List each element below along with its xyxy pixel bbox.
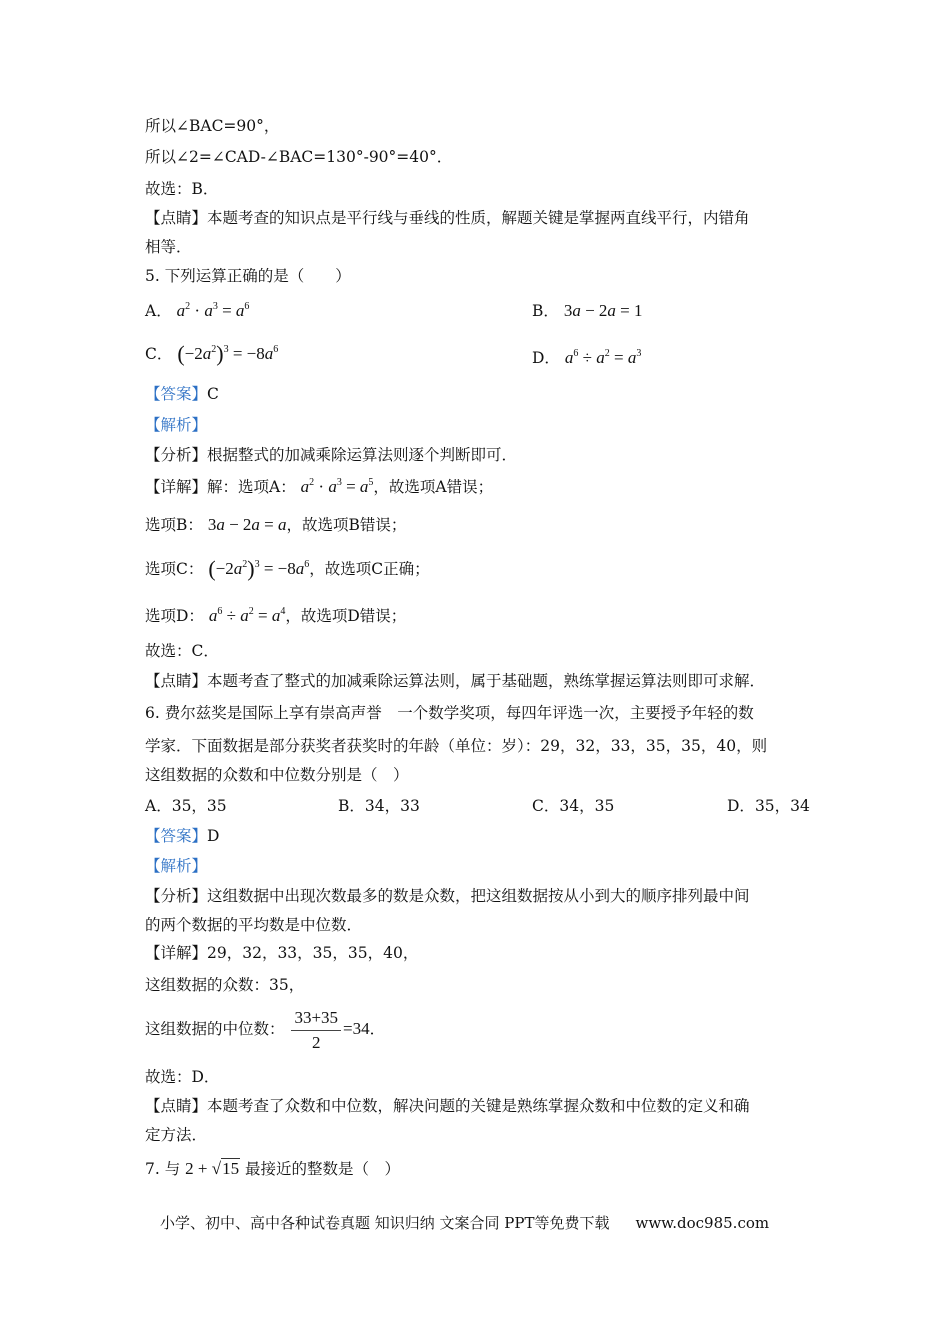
median-line [145,1004,385,1055]
option-value: 35，34 [754,797,810,815]
footer-url[interactable]: www.doc985.com [635,1214,770,1232]
text-line: 【点睛】本题考查了众数和中位数，解决问题的关键是熟练掌握众数和中位数的定义和确 [145,1097,750,1115]
page-footer [160,1212,769,1233]
option-label: C． [532,797,560,815]
detail-formula: $a^6 \div a^2 = a^4$ [208,606,286,625]
detail-suffix: ，故选项C正确； [309,560,430,578]
stem-suffix: 最接近的整数是（ ） [245,1160,401,1178]
option-label: D． [532,349,560,367]
question-stem: 学家．下面数据是部分获奖者获奖时的年龄（单位：岁）：29，32，33，35，35，40，则 [145,737,768,755]
detail-formula: 3a − 2a = a [207,515,287,534]
text-line: 相等． [145,238,192,256]
detail-suffix: ，故选项D错误； [285,607,407,625]
option-b [338,795,420,817]
text-line: 【点睛】本题考查了整式的加减乘除运算法则，属于基础题，熟练掌握运算法则即可求解． [145,672,766,690]
text-line: 故选：B． [145,180,219,198]
option-d [532,347,641,369]
stem-prefix: 7. 与 [145,1160,181,1178]
option-a [145,300,249,322]
detail-suffix: ，故选项B错误； [286,516,407,534]
footer-text: 小学、初中、高中各种试卷真题 知识归纳 文案合同 PPT等免费下载 [160,1214,610,1232]
answer-tag: 【答案】 [145,827,208,845]
question-stem: 5. 下列运算正确的是（ ） [145,267,351,285]
answer-tag: 【答案】 [145,385,208,403]
question-stem: 这组数据的众数和中位数分别是（ ） [145,766,409,784]
text-line: 【点睛】本题考查的知识点是平行线与垂线的性质，解题关键是掌握两直线平行，内错角 [145,209,750,227]
median-fraction [291,1006,341,1055]
option-value: 34，35 [559,797,615,815]
text-line: 定方法． [145,1126,208,1144]
option-formula: $a^2 \cdot a^3 = a^6$ [176,301,250,320]
text-line: 的两个数据的平均数是中位数． [145,916,363,934]
question-stem: 6. 费尔兹奖是国际上享有崇高声誉 一个数学奖项，每四年评选一次，主要授予年轻的数 [145,704,754,722]
detail-formula: $a^2 \cdot a^3 = a^5$ [300,477,374,496]
option-b [532,300,643,322]
text-line: 这组数据的众数：35， [145,976,305,994]
option-label: A． [145,302,172,320]
text-line: 【分析】这组数据中出现次数最多的数是众数，把这组数据按从小到大的顺序排列最中间 [145,887,750,905]
fraction-numerator: 33+35 [291,1006,341,1031]
answer-value: C [207,385,219,403]
detail-b [145,514,406,536]
analysis-tag: 【解析】 [145,857,208,875]
option-label: B． [532,302,559,320]
detail-suffix: ，故选项A错误； [373,478,494,496]
detail-prefix: 选项D： [145,607,204,625]
median-end: ． [369,1020,386,1038]
text-line: 【详解】29，32，33，35，35，40， [145,944,419,962]
text-line: 故选：D． [145,1068,220,1086]
detail-formula: $(-2a^2)^3 = -8a^6$ [208,556,310,581]
option-value: 34，33 [364,797,420,815]
detail-c [145,558,430,580]
sqrt-icon: √ [211,1159,222,1178]
detail-d [145,605,406,627]
option-d [727,795,810,817]
option-formula: $(-2a^2)^3 = -8a^6$ [177,341,279,366]
question-stem [145,1158,400,1180]
text-line: 所以∠2=∠CAD-∠BAC=130°-90°=40°． [145,148,453,166]
median-result: =34 [343,1019,370,1038]
option-c [145,343,278,365]
text-line: 【分析】根据整式的加减乘除运算法则逐个判断即可． [145,446,518,464]
answer-line [145,825,219,847]
option-formula: 3a − 2a = 1 [563,301,643,320]
analysis-tag: 【解析】 [145,416,208,434]
stem-formula [185,1158,240,1178]
radicand: 15 [222,1159,240,1178]
option-a [145,795,227,817]
option-value: 35，35 [171,797,227,815]
option-label: A． [145,797,172,815]
option-label: D． [727,797,755,815]
fraction-denominator: 2 [312,1032,321,1052]
formula-term: 2 + [185,1159,212,1178]
median-prefix: 这组数据的中位数： [145,1020,285,1038]
detail-prefix: 选项C： [145,560,204,578]
option-formula: $a^6 \div a^2 = a^3$ [564,348,642,367]
detail-a [145,476,493,498]
option-c [532,795,614,817]
text-line: 故选：C． [145,642,219,660]
option-label: B． [338,797,365,815]
detail-prefix: 【详解】解：选项A： [145,478,296,496]
detail-prefix: 选项B： [145,516,203,534]
option-label: C． [145,345,173,363]
answer-value: D [207,827,220,845]
text-line: 所以∠BAC=90°， [145,117,280,135]
answer-line [145,383,219,405]
